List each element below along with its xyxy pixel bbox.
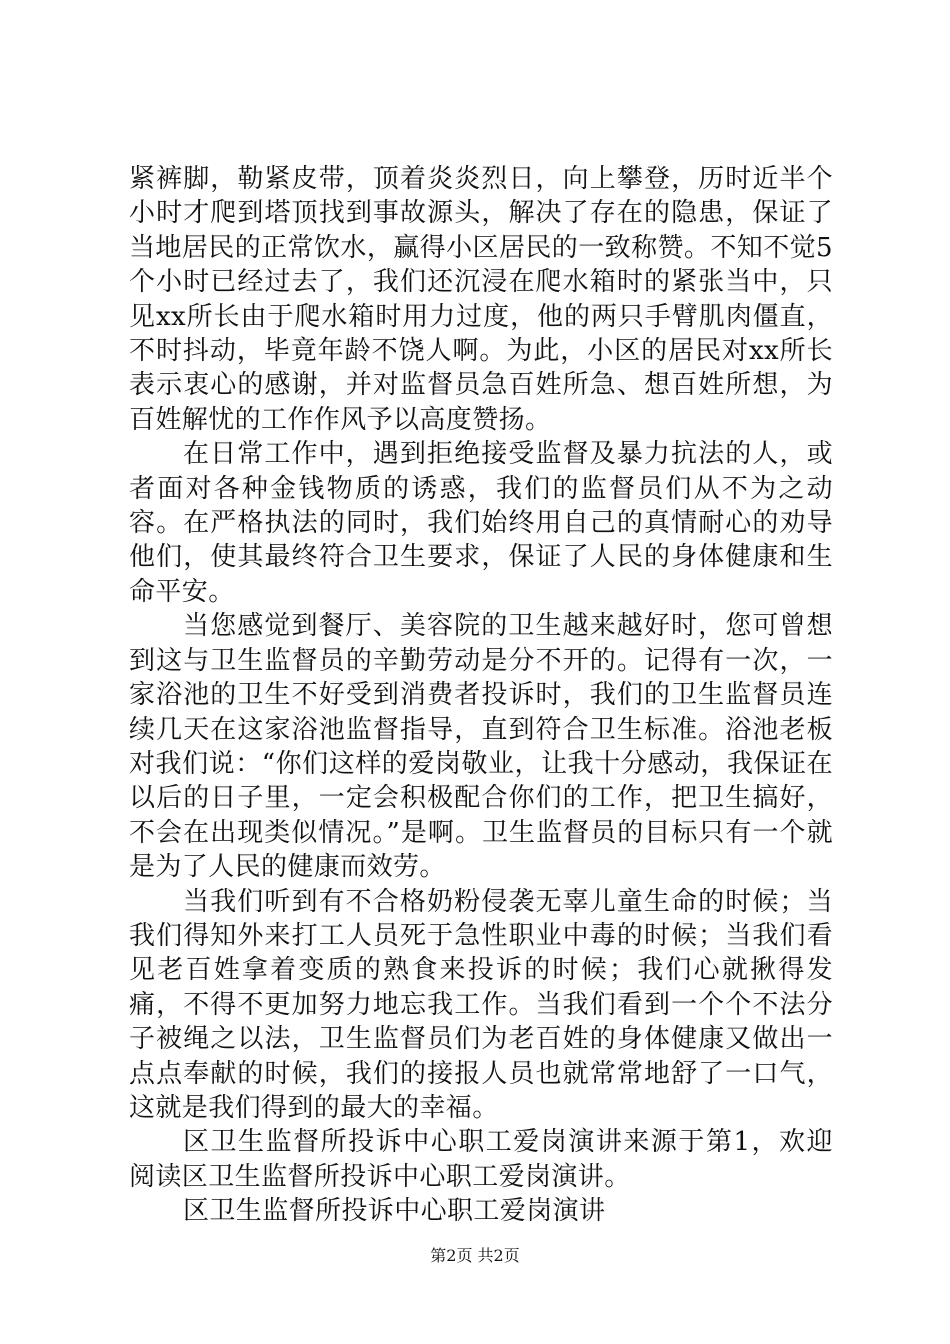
paragraph-happiness: 当我们听到有不合格奶粉侵袭无辜儿童生命的时候；当我们得知外来打工人员死于急性职业中毒的时候；当我们看见老百姓拿着变质的熟食来投诉的时候；我们心就揪得发痛，不得不更加努力地忘我工作。当我们看到一个个不法分子被绳之以法，卫生监督员们为老百姓的身体健康又做出一点点奉献的时候，我们的接报人员也就常常地舒了一口气，这就是我们得到的最大的幸福。 [129,886,833,1123]
paragraph-continuation: 紧裤脚，勒紧皮带，顶着炎炎烈日，向上攀登，历时近半个小时才爬到塔顶找到事故源头，解决了存在的隐患，保证了当地居民的正常饮水，赢得小区居民的一致称赞。不知不觉5个小时已经过去了，我们还沉浸在爬水箱时的紧张当中，只见xx所长由于爬水箱时用力过度，他的两只手臂肌肉僵直，不时抖动，毕竟年龄不饶人啊。为此，小区的居民对xx所长表示衷心的感谢，并对监督员急百姓所急、想百姓所想，为百姓解忧的工作作风予以高度赞扬。 [129,164,833,435]
document-body [129,162,833,1229]
paragraph-title-repeat: 区卫生监督所投诉中心职工爱岗演讲 [183,1196,606,1227]
paragraph-daily-work: 在日常工作中，遇到拒绝接受监督及暴力抗法的人，或者面对各种金钱物质的诱惑，我们的监督员们从不为之动容。在严格执法的同时，我们始终用自己的真情耐心的劝导他们，使其最终符合卫生要求，保证了人民的身体健康和生命平安。 [129,439,833,607]
page-number-footer: 第2页 共2页 [430,1246,520,1265]
paragraph-source-note: 区卫生监督所投诉中心职工爱岗演讲来源于第1，欢迎阅读区卫生监督所投诉中心职工爱岗演讲。 [129,1127,833,1192]
paragraph-bathhouse-story: 当您感觉到餐厅、美容院的卫生越来越好时，您可曾想到这与卫生监督员的辛勤劳动是分不开的。记得有一次，一家浴池的卫生不好受到消费者投诉时，我们的卫生监督员连续几天在这家浴池监督指导，直到符合卫生标准。浴池老板对我们说：“你们这样的爱岗敬业，让我十分感动，我保证在以后的日子里，一定会积极配合你们的工作，把卫生搞好，不会在出现类似情况。”是啊。卫生监督员的目标只有一个就是为了人民的健康而效劳。 [129,611,833,883]
